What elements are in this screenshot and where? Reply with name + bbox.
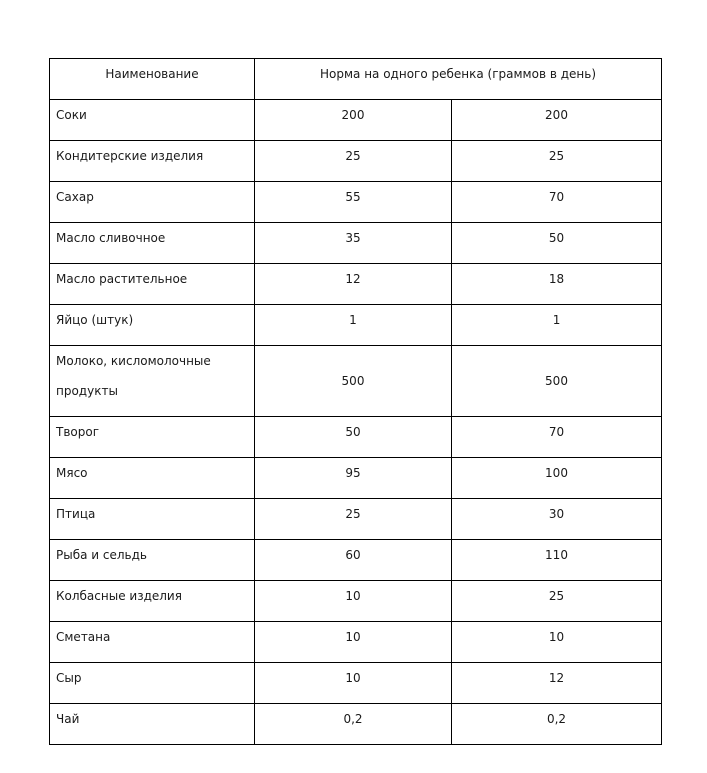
- row-name: Молоко, кисломолочные продукты: [50, 346, 255, 417]
- table-row: [50, 622, 662, 663]
- row-value-2: 1: [452, 305, 662, 346]
- table-row: [50, 182, 662, 223]
- row-value-1: 10: [255, 622, 452, 663]
- row-value-1: 25: [255, 499, 452, 540]
- row-name: Творог: [50, 417, 255, 458]
- table-row: [50, 223, 662, 264]
- table-row: [50, 704, 662, 745]
- table-row: [50, 100, 662, 141]
- row-value-1: 55: [255, 182, 452, 223]
- row-name: Мясо: [50, 458, 255, 499]
- row-name: Птица: [50, 499, 255, 540]
- row-value-1: 25: [255, 141, 452, 182]
- row-name: Кондитерские изделия: [50, 141, 255, 182]
- row-value-1: 12: [255, 264, 452, 305]
- row-name: Чай: [50, 704, 255, 745]
- row-value-1: 95: [255, 458, 452, 499]
- row-value-2: 12: [452, 663, 662, 704]
- table-row: [50, 581, 662, 622]
- row-value-1: 1: [255, 305, 452, 346]
- table-row: [50, 264, 662, 305]
- table-row: [50, 305, 662, 346]
- row-value-1: 500: [255, 346, 452, 417]
- row-value-1: 50: [255, 417, 452, 458]
- row-value-2: 25: [452, 581, 662, 622]
- norms-table: [49, 58, 662, 745]
- row-value-2: 500: [452, 346, 662, 417]
- row-value-2: 18: [452, 264, 662, 305]
- table-row: [50, 499, 662, 540]
- row-name: Рыба и сельдь: [50, 540, 255, 581]
- row-value-2: 0,2: [452, 704, 662, 745]
- row-name: Сметана: [50, 622, 255, 663]
- table-row: [50, 346, 662, 417]
- row-value-1: 10: [255, 663, 452, 704]
- table-row: [50, 663, 662, 704]
- table-row: [50, 141, 662, 182]
- column-header-norm: Норма на одного ребенка (граммов в день): [255, 59, 662, 100]
- row-name: Колбасные изделия: [50, 581, 255, 622]
- row-value-2: 70: [452, 417, 662, 458]
- row-value-2: 25: [452, 141, 662, 182]
- row-value-2: 30: [452, 499, 662, 540]
- table-header-row: [50, 59, 662, 100]
- row-name: Масло растительное: [50, 264, 255, 305]
- row-name: Сахар: [50, 182, 255, 223]
- row-name: Соки: [50, 100, 255, 141]
- row-value-1: 200: [255, 100, 452, 141]
- row-value-2: 200: [452, 100, 662, 141]
- table-row: [50, 540, 662, 581]
- row-value-1: 60: [255, 540, 452, 581]
- column-header-name: Наименование: [50, 59, 255, 100]
- table-row: [50, 458, 662, 499]
- table-row: [50, 417, 662, 458]
- row-value-1: 35: [255, 223, 452, 264]
- row-name: Яйцо (штук): [50, 305, 255, 346]
- row-value-1: 0,2: [255, 704, 452, 745]
- row-value-2: 10: [452, 622, 662, 663]
- row-value-2: 100: [452, 458, 662, 499]
- row-value-2: 70: [452, 182, 662, 223]
- row-value-1: 10: [255, 581, 452, 622]
- row-value-2: 50: [452, 223, 662, 264]
- row-name: Сыр: [50, 663, 255, 704]
- row-value-2: 110: [452, 540, 662, 581]
- row-name: Масло сливочное: [50, 223, 255, 264]
